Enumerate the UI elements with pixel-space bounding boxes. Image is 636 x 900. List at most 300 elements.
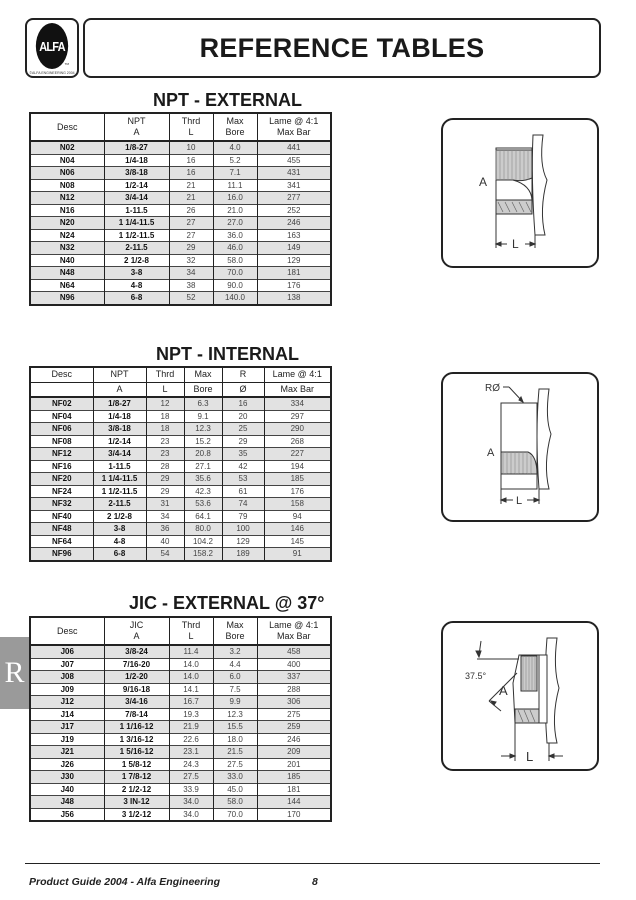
table-cell: 28 — [146, 460, 184, 473]
cell-desc: N20 — [30, 217, 104, 230]
table-cell: 34 — [169, 267, 213, 280]
table-cell: 79 — [222, 510, 264, 523]
table-cell: 209 — [257, 746, 331, 759]
cell-desc: N64 — [30, 279, 104, 292]
table-cell: 27 — [169, 217, 213, 230]
logo-emblem — [36, 23, 68, 69]
table-cell: 1 5/16-12 — [104, 746, 169, 759]
table-row — [30, 217, 331, 230]
table-row — [30, 783, 331, 796]
svg-text:37.5°: 37.5° — [465, 671, 487, 681]
table-cell: 58.0 — [213, 796, 257, 809]
table-cell: 35 — [222, 448, 264, 461]
table-cell: 129 — [257, 254, 331, 267]
table-row — [30, 460, 331, 473]
table-row — [30, 510, 331, 523]
col-thrd: Thrd L — [169, 113, 213, 141]
table-row — [30, 758, 331, 771]
table-cell: 176 — [257, 279, 331, 292]
table-row — [30, 671, 331, 684]
cell-desc: J07 — [30, 658, 104, 671]
jic-external-table — [29, 616, 332, 822]
table-row — [30, 721, 331, 734]
table-cell: 297 — [264, 410, 331, 423]
svg-text:RØ: RØ — [485, 383, 500, 394]
table-cell: 52 — [169, 292, 213, 305]
cell-desc: J21 — [30, 746, 104, 759]
table-cell: 58.0 — [213, 254, 257, 267]
table-header-row — [30, 113, 331, 141]
table-row — [30, 796, 331, 809]
table-row — [30, 808, 331, 821]
table-cell: 12 — [146, 397, 184, 410]
svg-text:L: L — [512, 237, 519, 251]
col-npt: NPT A — [104, 113, 169, 141]
table-cell: 20 — [222, 410, 264, 423]
footer-divider — [25, 863, 600, 864]
table-cell: 1-11.5 — [93, 460, 146, 473]
col-desc-sub — [30, 382, 93, 397]
table-cell: 18 — [146, 410, 184, 423]
table-row — [30, 733, 331, 746]
table-cell: 3-8 — [93, 523, 146, 536]
npt-internal-table — [29, 366, 332, 562]
cell-desc: J30 — [30, 771, 104, 784]
table-cell: 9.1 — [184, 410, 222, 423]
col-lame-sub: Max Bar — [264, 382, 331, 397]
cell-desc: NF32 — [30, 498, 93, 511]
table-cell: 6-8 — [104, 292, 169, 305]
table-cell: 12.3 — [184, 423, 222, 436]
table-cell: 458 — [257, 645, 331, 658]
table-cell: 70.0 — [213, 808, 257, 821]
svg-text:A: A — [487, 447, 495, 459]
table-row — [30, 473, 331, 486]
section-tab-r — [0, 637, 29, 709]
table-row — [30, 410, 331, 423]
table-cell: 16 — [169, 154, 213, 167]
table-cell: 4-8 — [93, 535, 146, 548]
table-cell: 34.0 — [169, 796, 213, 809]
table-row — [30, 708, 331, 721]
table-cell: 16.7 — [169, 696, 213, 709]
table-cell: 1/4-18 — [104, 154, 169, 167]
page-title: REFERENCE TABLES — [199, 32, 485, 63]
table-cell: 15.2 — [184, 435, 222, 448]
table-cell: 259 — [257, 721, 331, 734]
table-row — [30, 267, 331, 280]
cell-desc: N04 — [30, 154, 104, 167]
npt-internal-diagram — [441, 372, 599, 522]
col-jic: JIC A — [104, 617, 169, 645]
table-cell: 14.0 — [169, 658, 213, 671]
table-cell: 3/4-16 — [104, 696, 169, 709]
table-cell: 3/8-18 — [93, 423, 146, 436]
table-cell: 246 — [257, 217, 331, 230]
table-row — [30, 683, 331, 696]
cell-desc: N08 — [30, 179, 104, 192]
table-row — [30, 498, 331, 511]
table-cell: 18.0 — [213, 733, 257, 746]
cell-desc: N48 — [30, 267, 104, 280]
table-cell: 194 — [264, 460, 331, 473]
table-cell: 185 — [264, 473, 331, 486]
table-row — [30, 548, 331, 561]
table-cell: 31 — [146, 498, 184, 511]
table-header-row — [30, 617, 331, 645]
table-row — [30, 279, 331, 292]
table-cell: 15.5 — [213, 721, 257, 734]
cell-desc: NF08 — [30, 435, 93, 448]
table-cell: 1/2-20 — [104, 671, 169, 684]
table-cell: 54 — [146, 548, 184, 561]
table-cell: 46.0 — [213, 242, 257, 255]
cell-desc: J12 — [30, 696, 104, 709]
cell-desc: NF96 — [30, 548, 93, 561]
table-cell: 21 — [169, 179, 213, 192]
page-number: 8 — [312, 876, 318, 888]
table-cell: 2-11.5 — [104, 242, 169, 255]
table-cell: 455 — [257, 154, 331, 167]
alfa-logo — [25, 18, 79, 78]
table-cell: 4-8 — [104, 279, 169, 292]
table-row — [30, 397, 331, 410]
table-row — [30, 179, 331, 192]
table-cell: 3/8-18 — [104, 167, 169, 180]
table-cell: 1/8-27 — [104, 141, 169, 154]
table-cell: 3/8-24 — [104, 645, 169, 658]
col-lame: Lame @ 4:1 Max Bar — [257, 617, 331, 645]
table-cell: 163 — [257, 229, 331, 242]
col-desc: Desc — [30, 113, 104, 141]
col-max-bore: Max Bore — [213, 113, 257, 141]
table-cell: 100 — [222, 523, 264, 536]
col-desc: Desc — [30, 367, 93, 382]
table-cell: 7/16-20 — [104, 658, 169, 671]
table-cell: 1 1/2-11.5 — [104, 229, 169, 242]
table-cell: 6.0 — [213, 671, 257, 684]
cell-desc: N12 — [30, 192, 104, 205]
cell-desc: N24 — [30, 229, 104, 242]
cell-desc: J40 — [30, 783, 104, 796]
table-cell: 129 — [222, 535, 264, 548]
npt-internal-fitting-drawing — [443, 374, 599, 522]
cell-desc: NF06 — [30, 423, 93, 436]
table-row — [30, 696, 331, 709]
table-cell: 341 — [257, 179, 331, 192]
npt-internal-title: NPT - INTERNAL — [156, 344, 299, 364]
cell-desc: NF20 — [30, 473, 93, 486]
table-cell: 61 — [222, 485, 264, 498]
table-cell: 36.0 — [213, 229, 257, 242]
table-cell: 441 — [257, 141, 331, 154]
table-cell: 11.1 — [213, 179, 257, 192]
table-cell: 27.5 — [213, 758, 257, 771]
col-npt-sub: A — [93, 382, 146, 397]
col-r: R — [222, 367, 264, 382]
table-cell: 53.6 — [184, 498, 222, 511]
table-cell: 11.4 — [169, 645, 213, 658]
jic-external-fitting-drawing — [443, 623, 599, 771]
table-cell: 2 1/2-12 — [104, 783, 169, 796]
table-cell: 201 — [257, 758, 331, 771]
table-cell: 25 — [222, 423, 264, 436]
table-cell: 27.0 — [213, 217, 257, 230]
table-cell: 9.9 — [213, 696, 257, 709]
svg-text:A: A — [499, 683, 508, 698]
table-cell: 158.2 — [184, 548, 222, 561]
cell-desc: J19 — [30, 733, 104, 746]
col-lame: Lame @ 4:1 Max Bar — [257, 113, 331, 141]
table-cell: 7.5 — [213, 683, 257, 696]
cell-desc: NF02 — [30, 397, 93, 410]
table-cell: 246 — [257, 733, 331, 746]
table-cell: 80.0 — [184, 523, 222, 536]
table-row — [30, 485, 331, 498]
table-cell: 181 — [257, 783, 331, 796]
table-cell: 23.1 — [169, 746, 213, 759]
table-cell: 1/4-18 — [93, 410, 146, 423]
table-cell: 36 — [146, 523, 184, 536]
table-cell: 94 — [264, 510, 331, 523]
table-cell: 1 1/16-12 — [104, 721, 169, 734]
cell-desc: NF64 — [30, 535, 93, 548]
table-cell: 38 — [169, 279, 213, 292]
table-cell: 176 — [264, 485, 331, 498]
table-row — [30, 254, 331, 267]
npt-external-title: NPT - EXTERNAL — [153, 90, 303, 110]
table-cell: 18 — [146, 423, 184, 436]
table-cell: 22.6 — [169, 733, 213, 746]
cell-desc: N06 — [30, 167, 104, 180]
table-header-row — [30, 367, 331, 382]
table-row — [30, 292, 331, 305]
table-row — [30, 658, 331, 671]
col-max-bore: Max Bore — [213, 617, 257, 645]
table-cell: 27.1 — [184, 460, 222, 473]
table-cell: 138 — [257, 292, 331, 305]
table-cell: 70.0 — [213, 267, 257, 280]
table-cell: 1/8-27 — [93, 397, 146, 410]
table-cell: 431 — [257, 167, 331, 180]
table-cell: 16 — [169, 167, 213, 180]
table-cell: 9/16-18 — [104, 683, 169, 696]
table-cell: 1 1/4-11.5 — [93, 473, 146, 486]
table-cell: 33.9 — [169, 783, 213, 796]
table-cell: 42.3 — [184, 485, 222, 498]
table-cell: 14.0 — [169, 671, 213, 684]
table-cell: 3/4-14 — [104, 192, 169, 205]
table-cell: 34.0 — [169, 808, 213, 821]
col-npt: NPT — [93, 367, 146, 382]
table-cell: 33.0 — [213, 771, 257, 784]
cell-desc: J09 — [30, 683, 104, 696]
cell-desc: J48 — [30, 796, 104, 809]
table-cell: 53 — [222, 473, 264, 486]
table-cell: 306 — [257, 696, 331, 709]
table-cell: 145 — [264, 535, 331, 548]
table-cell: 29 — [146, 473, 184, 486]
table-cell: 21 — [169, 192, 213, 205]
table-cell: 290 — [264, 423, 331, 436]
table-cell: 40 — [146, 535, 184, 548]
col-lame: Lame @ 4:1 — [264, 367, 331, 382]
cell-desc: J06 — [30, 645, 104, 658]
table-cell: 3 1/2-12 — [104, 808, 169, 821]
table-cell: 1/2-14 — [104, 179, 169, 192]
table-cell: 1 5/8-12 — [104, 758, 169, 771]
table-cell: 29 — [169, 242, 213, 255]
table-row — [30, 448, 331, 461]
table-cell: 5.2 — [213, 154, 257, 167]
table-cell: 3/4-14 — [93, 448, 146, 461]
cell-desc: N96 — [30, 292, 104, 305]
table-cell: 64.1 — [184, 510, 222, 523]
table-row — [30, 192, 331, 205]
cell-desc: N32 — [30, 242, 104, 255]
table-cell: 45.0 — [213, 783, 257, 796]
table-cell: 400 — [257, 658, 331, 671]
table-cell: 23 — [146, 448, 184, 461]
logo-text: ALFA — [39, 38, 65, 54]
table-cell: 4.4 — [213, 658, 257, 671]
table-cell: 1 3/16-12 — [104, 733, 169, 746]
table-cell: 16 — [222, 397, 264, 410]
table-cell: 16.0 — [213, 192, 257, 205]
table-header-row-2 — [30, 382, 331, 397]
table-cell: 35.6 — [184, 473, 222, 486]
table-cell: 6-8 — [93, 548, 146, 561]
table-cell: 1/2-14 — [93, 435, 146, 448]
table-cell: 10 — [169, 141, 213, 154]
cell-desc: J08 — [30, 671, 104, 684]
table-cell: 1 7/8-12 — [104, 771, 169, 784]
table-row — [30, 535, 331, 548]
table-cell: 24.3 — [169, 758, 213, 771]
cell-desc: NF12 — [30, 448, 93, 461]
jic-external-diagram — [441, 621, 599, 771]
npt-external-fitting-drawing — [443, 120, 599, 268]
table-cell: 27 — [169, 229, 213, 242]
table-cell: 149 — [257, 242, 331, 255]
table-cell: 26 — [169, 204, 213, 217]
table-cell: 2 1/2-8 — [104, 254, 169, 267]
cell-desc: J26 — [30, 758, 104, 771]
cell-desc: NF16 — [30, 460, 93, 473]
table-row — [30, 423, 331, 436]
table-cell: 337 — [257, 671, 331, 684]
npt-external-table — [29, 112, 332, 306]
logo-trademark: TM — [64, 62, 69, 66]
table-cell: 21.9 — [169, 721, 213, 734]
cell-desc: N40 — [30, 254, 104, 267]
table-cell: 3 IN-12 — [104, 796, 169, 809]
col-bore-sub: Bore — [184, 382, 222, 397]
table-cell: 2-11.5 — [93, 498, 146, 511]
col-thrd: Thrd — [146, 367, 184, 382]
table-cell: 277 — [257, 192, 331, 205]
svg-text:A: A — [479, 175, 488, 189]
table-row — [30, 242, 331, 255]
cell-desc: J17 — [30, 721, 104, 734]
col-r-sub: Ø — [222, 382, 264, 397]
table-cell: 14.1 — [169, 683, 213, 696]
cell-desc: N16 — [30, 204, 104, 217]
table-row — [30, 771, 331, 784]
table-cell: 185 — [257, 771, 331, 784]
table-row — [30, 746, 331, 759]
table-cell: 21.0 — [213, 204, 257, 217]
table-cell: 288 — [257, 683, 331, 696]
table-cell: 252 — [257, 204, 331, 217]
cell-desc: J14 — [30, 708, 104, 721]
table-cell: 27.5 — [169, 771, 213, 784]
table-cell: 29 — [146, 485, 184, 498]
table-cell: 21.5 — [213, 746, 257, 759]
table-cell: 140.0 — [213, 292, 257, 305]
logo-caption: ©ALFA ENGINEERING 2004 — [29, 71, 75, 75]
table-cell: 1 1/2-11.5 — [93, 485, 146, 498]
col-desc: Desc — [30, 617, 104, 645]
table-cell: 1 1/4-11.5 — [104, 217, 169, 230]
table-cell: 32 — [169, 254, 213, 267]
table-row — [30, 229, 331, 242]
col-thrd: Thrd L — [169, 617, 213, 645]
table-cell: 1-11.5 — [104, 204, 169, 217]
table-cell: 104.2 — [184, 535, 222, 548]
table-cell: 2 1/2-8 — [93, 510, 146, 523]
table-row — [30, 141, 331, 154]
table-cell: 3.2 — [213, 645, 257, 658]
table-cell: 170 — [257, 808, 331, 821]
table-cell: 91 — [264, 548, 331, 561]
jic-external-title: JIC - EXTERNAL @ 37° — [129, 593, 325, 613]
cell-desc: NF48 — [30, 523, 93, 536]
table-cell: 23 — [146, 435, 184, 448]
svg-text:L: L — [526, 749, 534, 764]
table-cell: 275 — [257, 708, 331, 721]
table-cell: 34 — [146, 510, 184, 523]
table-row — [30, 435, 331, 448]
table-cell: 158 — [264, 498, 331, 511]
table-row — [30, 204, 331, 217]
cell-desc: NF40 — [30, 510, 93, 523]
table-cell: 19.3 — [169, 708, 213, 721]
cell-desc: N02 — [30, 141, 104, 154]
table-cell: 6.3 — [184, 397, 222, 410]
col-max: Max — [184, 367, 222, 382]
table-cell: 3-8 — [104, 267, 169, 280]
table-cell: 189 — [222, 548, 264, 561]
section-tab-letter: R — [4, 656, 25, 689]
table-cell: 12.3 — [213, 708, 257, 721]
table-cell: 181 — [257, 267, 331, 280]
table-cell: 7/8-14 — [104, 708, 169, 721]
footer-title: Product Guide 2004 - Alfa Engineering — [29, 876, 220, 888]
page-title-box — [83, 18, 601, 78]
table-row — [30, 167, 331, 180]
table-cell: 7.1 — [213, 167, 257, 180]
table-cell: 74 — [222, 498, 264, 511]
cell-desc: J56 — [30, 808, 104, 821]
table-row — [30, 154, 331, 167]
npt-external-diagram — [441, 118, 599, 268]
table-cell: 146 — [264, 523, 331, 536]
col-thrd-sub: L — [146, 382, 184, 397]
table-cell: 334 — [264, 397, 331, 410]
table-row — [30, 523, 331, 536]
table-cell: 90.0 — [213, 279, 257, 292]
